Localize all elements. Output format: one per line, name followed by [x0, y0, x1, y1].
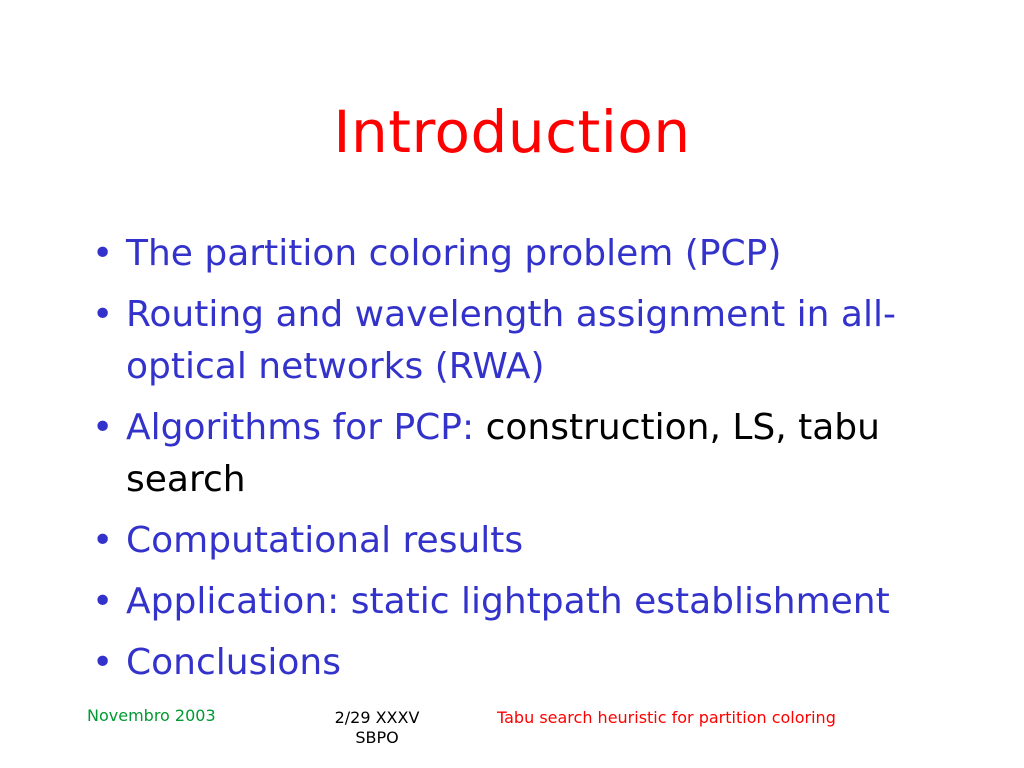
bullet-text: Conclusions [126, 642, 341, 683]
bullet-item [86, 402, 946, 506]
bullet-icon: • [92, 294, 114, 335]
bullet-item [86, 637, 946, 689]
bullet-text: The partition coloring problem (PCP) [126, 233, 782, 274]
footer-date: Novembro 2003 [87, 706, 216, 725]
bullet-icon: • [92, 407, 114, 448]
footer-title: Tabu search heuristic for partition coloring [497, 708, 836, 727]
bullet-item [86, 576, 946, 628]
footer-page-number: 2/29 XXXV SBPO [334, 708, 420, 747]
bullet-item [86, 228, 946, 280]
bullet-icon: • [92, 520, 114, 561]
bullet-icon: • [92, 581, 114, 622]
bullet-icon: • [92, 642, 114, 683]
bullet-text: Routing and wavelength assignment in all-optical networks (RWA) [126, 294, 896, 387]
bullet-text: Computational results [126, 520, 524, 561]
bullet-text: Application: static lightpath establishment [126, 581, 890, 622]
bullet-list [86, 228, 946, 698]
slide-title: Introduction [333, 98, 691, 166]
bullet-text: Algorithms for PCP: [126, 407, 486, 448]
bullet-extra: construction, LS, tabu search [126, 407, 880, 500]
bullet-icon: • [92, 233, 114, 274]
bullet-item [86, 515, 946, 567]
bullet-item [86, 289, 946, 393]
